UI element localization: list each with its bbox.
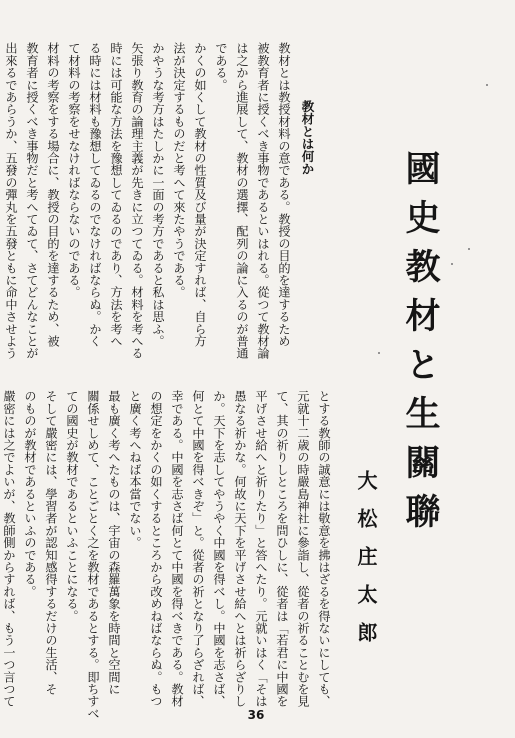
paragraph: 材料の考察をする場合に、教授の目的を達するため、被 (46, 42, 60, 347)
paragraph: の想定をかくの如くするところから改めねばならぬ。もつ (149, 390, 163, 708)
paper-speck (378, 352, 380, 354)
paragraph: と廣く考へねば本當でない。 (128, 390, 142, 549)
paragraph: かやうな考方はたしかに一面の考方であると私は思ふ。 (151, 42, 165, 347)
paper-speck (451, 263, 453, 265)
paragraph: とする教師の誠意には敬意を拂はざるを得ないにしても、 (317, 390, 331, 708)
paragraph: て材料の考察をせなければならないのである。 (67, 42, 81, 299)
paragraph: 時には可能な方法を豫想してゐるのであり、方法を考へ (109, 42, 123, 347)
paragraph: 愚なる祈かな。何故に天下を平げさせ給へとは祈らざりし (233, 390, 247, 708)
author-name: 大松庄太郎 (354, 470, 378, 660)
paragraph: 最も廣く考へたものは、宇宙の森羅萬象を時間と空間に (107, 390, 121, 695)
paragraph: 矢張り教育の論理主義が先きに立つてゐる。材料を考へる (130, 42, 144, 360)
paragraph: ての國史が教材であるといふことになる。 (65, 390, 79, 622)
paragraph: 嚴密には之でよいが、教師側からすれば、もう一つ言つて (2, 390, 16, 708)
paragraph: は之から進展して、教材の選擇、配列の論に入るのが普通 (235, 42, 249, 360)
paragraph: 出來るであらうか、五發の彈丸を五發ともに命中させよう (4, 42, 18, 360)
paragraph: 平げさせ給へと祈りたり」と答へたり。元就いはく「そは (254, 390, 268, 708)
paragraph: て、其の祈りしところを問ひしに、從者は「若君に中國を (275, 390, 289, 708)
paragraph: 何とて中國を得べきぞ」と。從者の祈となり了らざれば、 (191, 390, 205, 708)
paragraph: そして嚴密には、學習者が認知感得するだけの生活、そ (44, 390, 58, 695)
paragraph: か。天下を志してやうやく中國を得べし。中國を志さば、 (212, 390, 226, 708)
paragraph: 幸である。中國を志さば何とて中國を得べきである。教材 (170, 390, 184, 708)
paragraph: 元就十二歳の時嚴島神社に參詣し、從者の祈ることむを見 (296, 390, 310, 708)
page-number: 36 (247, 708, 265, 722)
paragraph: る時には材料も豫想してゐるのでなければならぬ。かく (88, 42, 102, 347)
paper-speck (486, 84, 488, 86)
paragraph: 法が決定するものだと考へて來たやうである。 (172, 42, 186, 299)
paragraph: かくの如くして教材の性質及び量が決定すれば、自ら方 (193, 42, 207, 347)
paragraph: である。 (214, 42, 228, 91)
paragraph: 教材とは教授材料の意である。教授の目的を達するため (277, 42, 291, 347)
paragraph: 關係せしめて、ことごとく之を教材であるとする。即ちすべ (86, 390, 100, 720)
body-text-upper-block (4, 42, 294, 378)
paragraph: 教育者に授くべき事物だと考へてゐて、さてどんなことが (25, 42, 39, 360)
paragraph: 被教育者に授くべき事物であるといはれる。從つて教材論 (256, 42, 270, 360)
article-title: 國史教材と生關聯 (400, 150, 441, 542)
paragraph: のものが教材であるといふのである。 (23, 390, 37, 598)
section-heading: 教材とは何か (300, 100, 315, 175)
paper-speck (468, 248, 470, 250)
